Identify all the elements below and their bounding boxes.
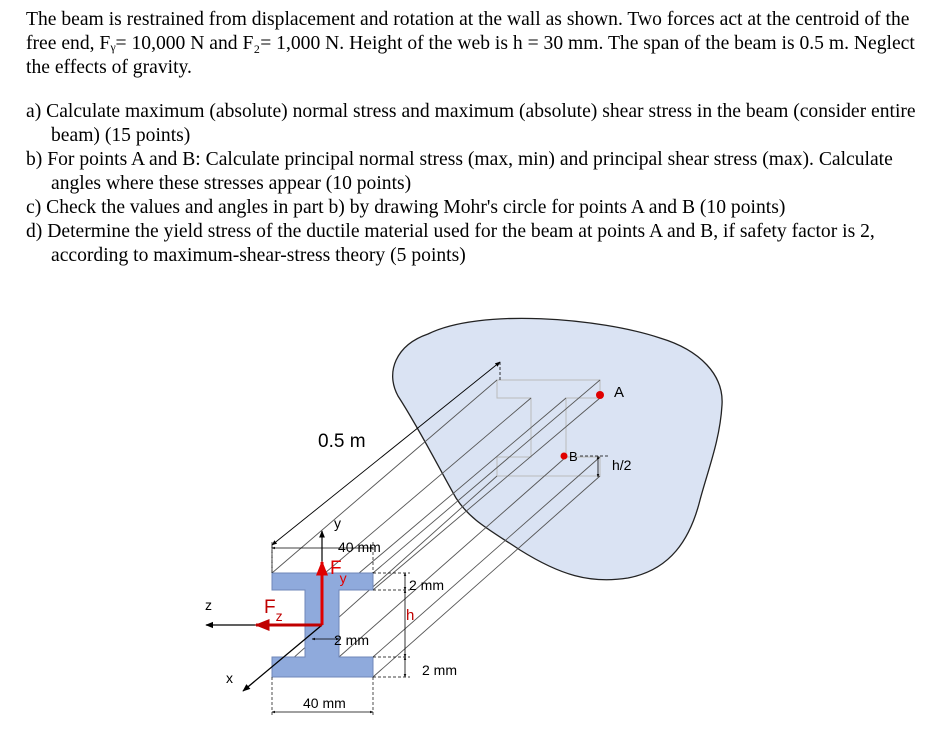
fixed-wall <box>393 318 722 579</box>
question-part-b: b) For points A and B: Calculate principal normal stress (max, min) and principal shear stress (max). Calculate angles where these stresses appear (10 points) <box>26 149 893 194</box>
x-axis-label: x <box>226 670 233 686</box>
point-a-label: A <box>614 384 625 401</box>
force-z-label: $F_z$ <box>264 597 283 624</box>
web-thickness-label: 2 mm <box>334 632 369 648</box>
z-axis-label: z <box>205 597 212 613</box>
problem-intro: The beam is restrained from displacement and rotation at the wall as shown. Two forces act at the centroid of the free end, Fᵧ= 10,000 N and F₂= 1,000 N. Height of the web is h = 30 mm. The span of the beam is 0.5 m. Neglect the effects of gravity. <box>26 9 915 78</box>
span-label: 0.5 m <box>318 431 366 452</box>
bottom-width-label: 40 mm <box>303 695 346 711</box>
question-part-d: d) Determine the yield stress of the ductile material used for the beam at points A and B, if safety factor is 2, according to maximum-shear-stress theory (5 points) <box>26 221 875 266</box>
point-b-marker <box>561 453 568 460</box>
top-width-label: 40 mm <box>338 539 381 555</box>
web-height-label: h <box>406 607 415 624</box>
top-flange-thickness-label: 2 mm <box>409 577 444 593</box>
point-a-marker <box>596 391 604 399</box>
question-part-a: a) Calculate maximum (absolute) normal stress and maximum (absolute) shear stress in the beam (consider entire beam) (15 points) <box>26 101 916 146</box>
question-part-c: c) Check the values and angles in part b) by drawing Mohr's circle for points A and B (10 points) <box>26 197 786 218</box>
force-y-label: Fy <box>330 558 347 586</box>
y-axis-label: y <box>334 515 341 531</box>
point-b-label: B <box>569 449 578 464</box>
half-height-label: h/2 <box>612 457 632 473</box>
bottom-flange-thickness-label: 2 mm <box>422 662 457 678</box>
